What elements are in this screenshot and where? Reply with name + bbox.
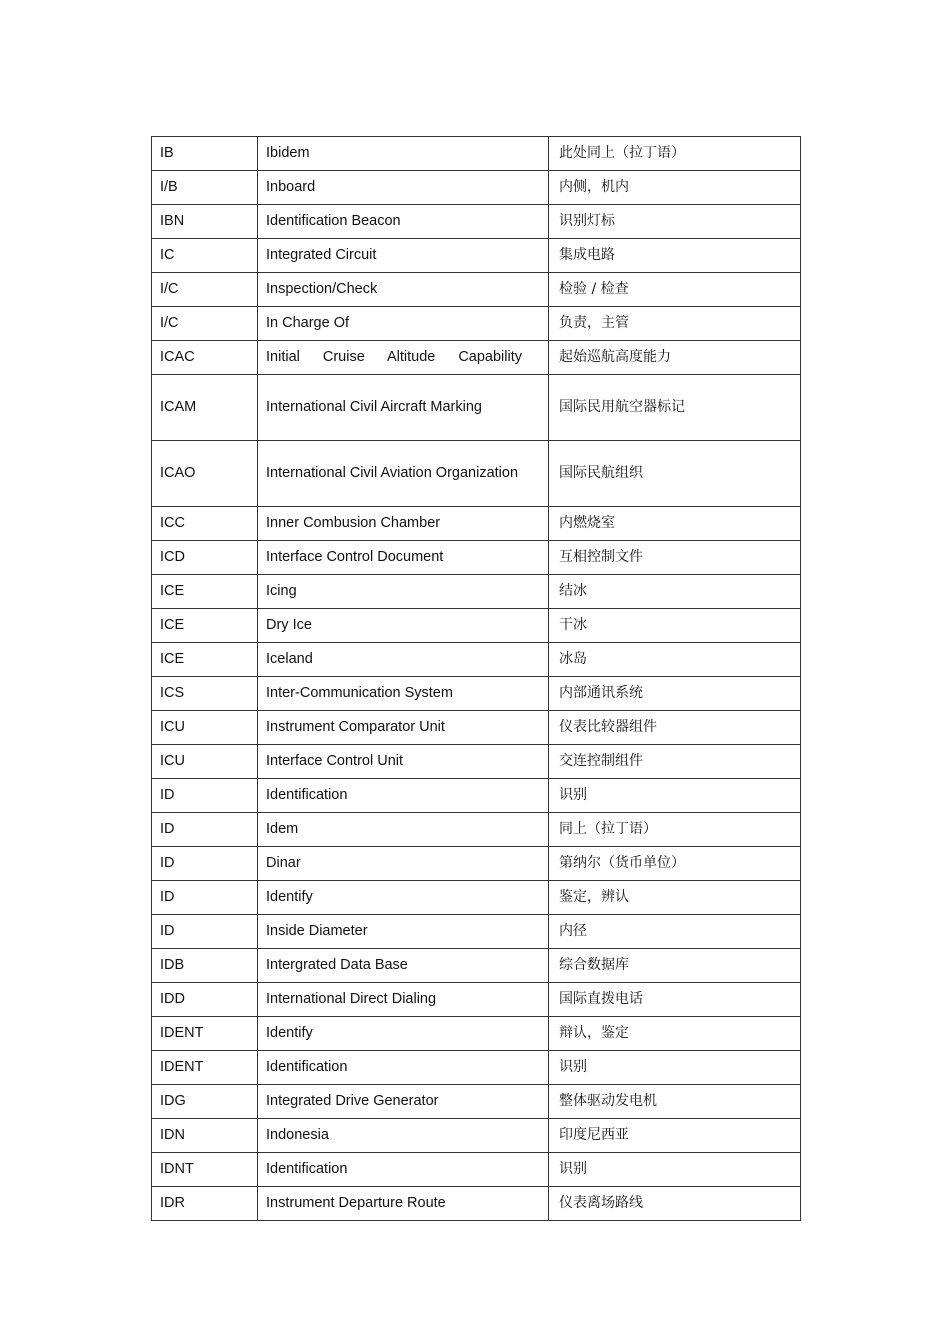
chinese-cell: 结冰 <box>549 575 801 609</box>
chinese-cell: 识别 <box>549 1051 801 1085</box>
table-row <box>152 915 801 949</box>
term-cell: Inboard <box>258 171 549 205</box>
term-cell: Identification <box>258 1051 549 1085</box>
abbreviation-cell: IBN <box>152 205 258 239</box>
term-cell: Dinar <box>258 847 549 881</box>
abbreviation-cell: IDR <box>152 1187 258 1221</box>
term-cell: Identification <box>258 1153 549 1187</box>
abbreviation-cell: ICC <box>152 507 258 541</box>
abbreviation-cell: ICE <box>152 643 258 677</box>
term-cell: Identification Beacon <box>258 205 549 239</box>
chinese-cell: 内部通讯系统 <box>549 677 801 711</box>
chinese-cell: 内径 <box>549 915 801 949</box>
abbreviation-cell: IDG <box>152 1085 258 1119</box>
chinese-cell: 仪表比较器组件 <box>549 711 801 745</box>
chinese-cell: 负责，主管 <box>549 307 801 341</box>
chinese-cell: 印度尼西亚 <box>549 1119 801 1153</box>
chinese-cell: 综合数据库 <box>549 949 801 983</box>
term-cell: Identify <box>258 1017 549 1051</box>
chinese-cell: 国际民用航空器标记 <box>549 375 801 441</box>
table-row <box>152 779 801 813</box>
table-row <box>152 307 801 341</box>
abbreviation-cell: ICU <box>152 745 258 779</box>
table-row <box>152 137 801 171</box>
chinese-cell: 内侧，机内 <box>549 171 801 205</box>
table-row <box>152 847 801 881</box>
table-row <box>152 541 801 575</box>
term-cell: Inspection/Check <box>258 273 549 307</box>
abbreviation-cell: ICAM <box>152 375 258 441</box>
table-row <box>152 711 801 745</box>
table-row <box>152 1051 801 1085</box>
abbreviation-cell: I/C <box>152 307 258 341</box>
abbreviation-cell: IDENT <box>152 1017 258 1051</box>
chinese-cell: 仪表离场路线 <box>549 1187 801 1221</box>
term-cell: International Civil Aviation Organization <box>258 441 549 507</box>
abbreviation-cell: IDNT <box>152 1153 258 1187</box>
term-cell: Icing <box>258 575 549 609</box>
term-cell: Interface Control Document <box>258 541 549 575</box>
chinese-cell: 集成电路 <box>549 239 801 273</box>
term-cell: Integrated Drive Generator <box>258 1085 549 1119</box>
table-row <box>152 171 801 205</box>
chinese-cell: 鉴定，辨认 <box>549 881 801 915</box>
abbreviation-cell: I/C <box>152 273 258 307</box>
term-cell: Dry Ice <box>258 609 549 643</box>
chinese-cell: 识别 <box>549 779 801 813</box>
table-row <box>152 1017 801 1051</box>
abbreviation-cell: ID <box>152 915 258 949</box>
chinese-cell: 识别灯标 <box>549 205 801 239</box>
table-row <box>152 1085 801 1119</box>
term-cell: International Direct Dialing <box>258 983 549 1017</box>
table-row <box>152 205 801 239</box>
abbreviation-cell: IB <box>152 137 258 171</box>
abbreviation-cell: ICU <box>152 711 258 745</box>
abbreviation-cell: IDD <box>152 983 258 1017</box>
abbreviation-cell: I/B <box>152 171 258 205</box>
abbreviation-table-body <box>152 137 801 1221</box>
abbreviation-cell: IC <box>152 239 258 273</box>
table-row <box>152 643 801 677</box>
abbreviation-cell: ICE <box>152 609 258 643</box>
table-row <box>152 881 801 915</box>
table-row <box>152 1153 801 1187</box>
table-row <box>152 1119 801 1153</box>
abbreviation-cell: ICE <box>152 575 258 609</box>
table-row <box>152 441 801 507</box>
table-row <box>152 575 801 609</box>
abbreviation-cell: ID <box>152 847 258 881</box>
chinese-cell: 国际直拨电话 <box>549 983 801 1017</box>
table-row <box>152 375 801 441</box>
chinese-cell: 内燃烧室 <box>549 507 801 541</box>
abbreviation-cell: ICS <box>152 677 258 711</box>
term-cell: Integrated Circuit <box>258 239 549 273</box>
abbreviation-cell: IDN <box>152 1119 258 1153</box>
abbreviation-cell: IDENT <box>152 1051 258 1085</box>
chinese-cell: 互相控制文件 <box>549 541 801 575</box>
term-cell: Intergrated Data Base <box>258 949 549 983</box>
term-cell: Indonesia <box>258 1119 549 1153</box>
term-cell: Inter-Communication System <box>258 677 549 711</box>
table-row <box>152 1187 801 1221</box>
table-row <box>152 813 801 847</box>
abbreviation-cell: ID <box>152 881 258 915</box>
chinese-cell: 辩认，鉴定 <box>549 1017 801 1051</box>
table-row <box>152 273 801 307</box>
table-row <box>152 983 801 1017</box>
term-cell: Instrument Departure Route <box>258 1187 549 1221</box>
chinese-cell: 干冰 <box>549 609 801 643</box>
chinese-cell: 冰岛 <box>549 643 801 677</box>
term-cell: Inside Diameter <box>258 915 549 949</box>
term-cell: Interface Control Unit <box>258 745 549 779</box>
term-cell: Initial Cruise Altitude Capability <box>258 341 549 375</box>
table-row <box>152 239 801 273</box>
term-cell: Iceland <box>258 643 549 677</box>
table-row <box>152 949 801 983</box>
term-cell: Idem <box>258 813 549 847</box>
abbreviation-cell: ID <box>152 813 258 847</box>
term-cell: International Civil Aircraft Marking <box>258 375 549 441</box>
table-row <box>152 677 801 711</box>
abbreviation-table <box>151 136 801 1221</box>
abbreviation-cell: ID <box>152 779 258 813</box>
chinese-cell: 检验 / 检查 <box>549 273 801 307</box>
term-cell: Identification <box>258 779 549 813</box>
chinese-cell: 国际民航组织 <box>549 441 801 507</box>
chinese-cell: 交连控制组件 <box>549 745 801 779</box>
chinese-cell: 起始巡航高度能力 <box>549 341 801 375</box>
chinese-cell: 同上（拉丁语） <box>549 813 801 847</box>
table-row <box>152 745 801 779</box>
term-cell: Ibidem <box>258 137 549 171</box>
term-cell: Inner Combusion Chamber <box>258 507 549 541</box>
chinese-cell: 整体驱动发电机 <box>549 1085 801 1119</box>
table-row <box>152 507 801 541</box>
term-cell: In Charge Of <box>258 307 549 341</box>
term-cell: Instrument Comparator Unit <box>258 711 549 745</box>
abbreviation-cell: IDB <box>152 949 258 983</box>
abbreviation-cell: ICAO <box>152 441 258 507</box>
abbreviation-cell: ICD <box>152 541 258 575</box>
table-row <box>152 341 801 375</box>
abbreviation-cell: ICAC <box>152 341 258 375</box>
chinese-cell: 此处同上（拉丁语） <box>549 137 801 171</box>
table-row <box>152 609 801 643</box>
chinese-cell: 识别 <box>549 1153 801 1187</box>
term-cell: Identify <box>258 881 549 915</box>
chinese-cell: 第纳尔（货币单位） <box>549 847 801 881</box>
